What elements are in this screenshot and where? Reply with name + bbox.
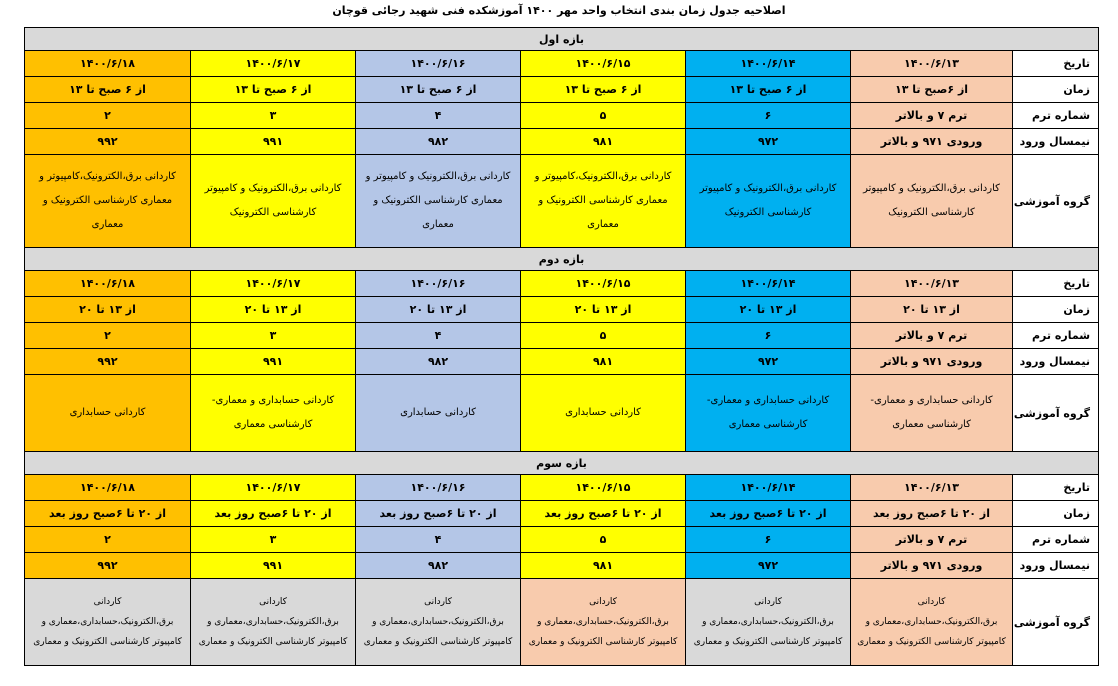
date-cell: ۱۴۰۰/۶/۱۳ bbox=[851, 475, 1013, 501]
term-cell: ۴ bbox=[356, 527, 521, 553]
entry-cell: ورودی ۹۷۱ و بالاتر bbox=[851, 129, 1013, 155]
row-label-entry: نیمسال ورود bbox=[1013, 553, 1099, 579]
dept-cell: کاردانی برق،الکترونیک،حسابداری،معماری و کامپیوتر کارشناسی الکترونیک و معماری bbox=[686, 579, 851, 666]
row-label-time: زمان bbox=[1013, 297, 1099, 323]
entry-cell: ۹۸۲ bbox=[356, 129, 521, 155]
time-cell: از ۶صبح تا ۱۳ bbox=[851, 77, 1013, 103]
dept-cell: کاردانی برق،الکترونیک،حسابداری،معماری و کامپیوتر کارشناسی الکترونیک و معماری bbox=[851, 579, 1013, 666]
date-cell: ۱۴۰۰/۶/۱۵ bbox=[521, 271, 686, 297]
dept-cell: کاردانی برق،الکترونیک و کامپیوتر کارشناسی الکترونیک bbox=[191, 155, 356, 248]
entry-cell: ۹۹۱ bbox=[191, 129, 356, 155]
term-cell: ۶ bbox=[686, 527, 851, 553]
row-label-dept: گروه آموزشی bbox=[1013, 579, 1099, 666]
term-row bbox=[25, 527, 1099, 553]
row-label-term: شماره ترم bbox=[1013, 527, 1099, 553]
term-row bbox=[25, 103, 1099, 129]
time-cell: از ۶ صبح تا ۱۳ bbox=[356, 77, 521, 103]
row-label-dept: گروه آموزشی bbox=[1013, 375, 1099, 452]
date-cell: ۱۴۰۰/۶/۱۷ bbox=[191, 271, 356, 297]
period-header-2: بازه دوم bbox=[25, 248, 1099, 271]
date-cell: ۱۴۰۰/۶/۱۶ bbox=[356, 271, 521, 297]
row-label-date: تاریخ bbox=[1013, 51, 1099, 77]
entry-cell: ۹۸۲ bbox=[356, 553, 521, 579]
date-cell: ۱۴۰۰/۶/۱۴ bbox=[686, 475, 851, 501]
time-cell: از ۶ صبح تا ۱۳ bbox=[191, 77, 356, 103]
entry-cell: ۹۷۲ bbox=[686, 129, 851, 155]
document-title: اصلاحیه جدول زمان بندی انتخاب واحد مهر ۱۴۰۰ آموزشکده فنی شهید رجائی قوچان bbox=[332, 4, 786, 17]
dept-cell: کاردانی برق،الکترونیک،حسابداری،معماری و کامپیوتر کارشناسی الکترونیک و معماری bbox=[191, 579, 356, 666]
term-cell: ۶ bbox=[686, 103, 851, 129]
entry-cell: ۹۹۱ bbox=[191, 349, 356, 375]
date-cell: ۱۴۰۰/۶/۱۶ bbox=[356, 51, 521, 77]
row-label-date: تاریخ bbox=[1013, 475, 1099, 501]
time-cell: از ۲۰ تا ۶صبح روز بعد bbox=[356, 501, 521, 527]
dept-cell: کاردانی حسابداری bbox=[25, 375, 191, 452]
term-cell: ترم ۷ و بالاتر bbox=[851, 103, 1013, 129]
time-cell: از ۶ صبح تا ۱۳ bbox=[686, 77, 851, 103]
entry-row bbox=[25, 129, 1099, 155]
row-label-time: زمان bbox=[1013, 77, 1099, 103]
time-row bbox=[25, 77, 1099, 103]
time-cell: از ۱۳ تا ۲۰ bbox=[356, 297, 521, 323]
dept-row bbox=[25, 579, 1099, 666]
entry-cell: ۹۷۲ bbox=[686, 349, 851, 375]
date-cell: ۱۴۰۰/۶/۱۷ bbox=[191, 475, 356, 501]
row-label-term: شماره ترم bbox=[1013, 103, 1099, 129]
term-cell: ۴ bbox=[356, 323, 521, 349]
row-label-date: تاریخ bbox=[1013, 271, 1099, 297]
term-cell: ۲ bbox=[25, 103, 191, 129]
row-label-entry: نیمسال ورود bbox=[1013, 129, 1099, 155]
dept-cell: کاردانی برق،الکترونیک و کامپیوتر کارشناسی الکترونیک bbox=[851, 155, 1013, 248]
term-cell: ۵ bbox=[521, 323, 686, 349]
date-cell: ۱۴۰۰/۶/۱۶ bbox=[356, 475, 521, 501]
date-cell: ۱۴۰۰/۶/۱۸ bbox=[25, 271, 191, 297]
dept-cell: کاردانی برق،الکترونیک،حسابداری،معماری و کامپیوتر کارشناسی الکترونیک و معماری bbox=[356, 579, 521, 666]
row-label-dept: گروه آموزشی bbox=[1013, 155, 1099, 248]
row-label-time: زمان bbox=[1013, 501, 1099, 527]
term-cell: ۲ bbox=[25, 527, 191, 553]
dept-cell: کاردانی حسابداری bbox=[356, 375, 521, 452]
dept-cell: کاردانی برق،الکترونیک،کامپیوتر و معماری کارشناسی الکترونیک و معماری bbox=[521, 155, 686, 248]
time-cell: از ۱۳ تا ۲۰ bbox=[851, 297, 1013, 323]
term-cell: ترم ۷ و بالاتر bbox=[851, 527, 1013, 553]
date-cell: ۱۴۰۰/۶/۱۴ bbox=[686, 51, 851, 77]
row-label-term: شماره ترم bbox=[1013, 323, 1099, 349]
entry-cell: ورودی ۹۷۱ و بالاتر bbox=[851, 349, 1013, 375]
term-cell: ۵ bbox=[521, 527, 686, 553]
entry-cell: ۹۸۱ bbox=[521, 129, 686, 155]
time-cell: از ۲۰ تا ۶صبح روز بعد bbox=[851, 501, 1013, 527]
date-row bbox=[25, 475, 1099, 501]
term-cell: ۳ bbox=[191, 103, 356, 129]
row-label-entry: نیمسال ورود bbox=[1013, 349, 1099, 375]
date-cell: ۱۴۰۰/۶/۱۷ bbox=[191, 51, 356, 77]
time-cell: از ۲۰ تا ۶صبح روز بعد bbox=[25, 501, 191, 527]
time-cell: از ۲۰ تا ۶صبح روز بعد bbox=[521, 501, 686, 527]
term-cell: ۶ bbox=[686, 323, 851, 349]
term-cell: ۳ bbox=[191, 527, 356, 553]
entry-cell: ۹۹۲ bbox=[25, 349, 191, 375]
time-cell: از ۲۰ تا ۶صبح روز بعد bbox=[191, 501, 356, 527]
term-cell: ترم ۷ و بالاتر bbox=[851, 323, 1013, 349]
time-cell: از ۲۰ تا ۶صبح روز بعد bbox=[686, 501, 851, 527]
entry-cell: ۹۸۲ bbox=[356, 349, 521, 375]
dept-row bbox=[25, 155, 1099, 248]
date-cell: ۱۴۰۰/۶/۱۵ bbox=[521, 475, 686, 501]
dept-cell: کاردانی حسابداری و معماری- کارشناسی معماری bbox=[191, 375, 356, 452]
time-row bbox=[25, 297, 1099, 323]
entry-cell: ۹۸۱ bbox=[521, 553, 686, 579]
time-cell: از ۶ صبح تا ۱۳ bbox=[25, 77, 191, 103]
period-header-3: بازه سوم bbox=[25, 452, 1099, 475]
term-cell: ۳ bbox=[191, 323, 356, 349]
entry-cell: ورودی ۹۷۱ و بالاتر bbox=[851, 553, 1013, 579]
date-row bbox=[25, 51, 1099, 77]
entry-row bbox=[25, 349, 1099, 375]
dept-cell: کاردانی برق،الکترونیک و کامپیوتر کارشناسی الکترونیک bbox=[686, 155, 851, 248]
date-cell: ۱۴۰۰/۶/۱۵ bbox=[521, 51, 686, 77]
dept-row bbox=[25, 375, 1099, 452]
dept-cell: کاردانی برق،الکترونیک،کامپیوتر و معماری کارشناسی الکترونیک و معماری bbox=[25, 155, 191, 248]
date-cell: ۱۴۰۰/۶/۱۸ bbox=[25, 475, 191, 501]
time-cell: از ۱۳ تا ۲۰ bbox=[191, 297, 356, 323]
dept-cell: کاردانی حسابداری و معماری- کارشناسی معماری bbox=[851, 375, 1013, 452]
period-header-1: بازه اول bbox=[25, 28, 1099, 51]
dept-cell: کاردانی برق،الکترونیک،حسابداری،معماری و کامپیوتر کارشناسی الکترونیک و معماری bbox=[25, 579, 191, 666]
date-cell: ۱۴۰۰/۶/۱۳ bbox=[851, 271, 1013, 297]
term-cell: ۵ bbox=[521, 103, 686, 129]
dept-cell: کاردانی برق،الکترونیک و کامپیوتر و معماری کارشناسی الکترونیک و معماری bbox=[356, 155, 521, 248]
schedule-table bbox=[24, 27, 1099, 666]
entry-cell: ۹۸۱ bbox=[521, 349, 686, 375]
date-cell: ۱۴۰۰/۶/۱۸ bbox=[25, 51, 191, 77]
time-cell: از ۶ صبح تا ۱۳ bbox=[521, 77, 686, 103]
entry-cell: ۹۹۲ bbox=[25, 553, 191, 579]
dept-cell: کاردانی برق،الکترونیک،حسابداری،معماری و کامپیوتر کارشناسی الکترونیک و معماری bbox=[521, 579, 686, 666]
entry-cell: ۹۹۲ bbox=[25, 129, 191, 155]
dept-cell: کاردانی حسابداری bbox=[521, 375, 686, 452]
date-row bbox=[25, 271, 1099, 297]
time-cell: از ۱۳ تا ۲۰ bbox=[521, 297, 686, 323]
date-cell: ۱۴۰۰/۶/۱۳ bbox=[851, 51, 1013, 77]
time-row bbox=[25, 501, 1099, 527]
term-cell: ۴ bbox=[356, 103, 521, 129]
time-cell: از ۱۳ تا ۲۰ bbox=[25, 297, 191, 323]
term-row bbox=[25, 323, 1099, 349]
entry-cell: ۹۷۲ bbox=[686, 553, 851, 579]
entry-cell: ۹۹۱ bbox=[191, 553, 356, 579]
dept-cell: کاردانی حسابداری و معماری- کارشناسی معماری bbox=[686, 375, 851, 452]
date-cell: ۱۴۰۰/۶/۱۴ bbox=[686, 271, 851, 297]
entry-row bbox=[25, 553, 1099, 579]
term-cell: ۲ bbox=[25, 323, 191, 349]
time-cell: از ۱۳ تا ۲۰ bbox=[686, 297, 851, 323]
